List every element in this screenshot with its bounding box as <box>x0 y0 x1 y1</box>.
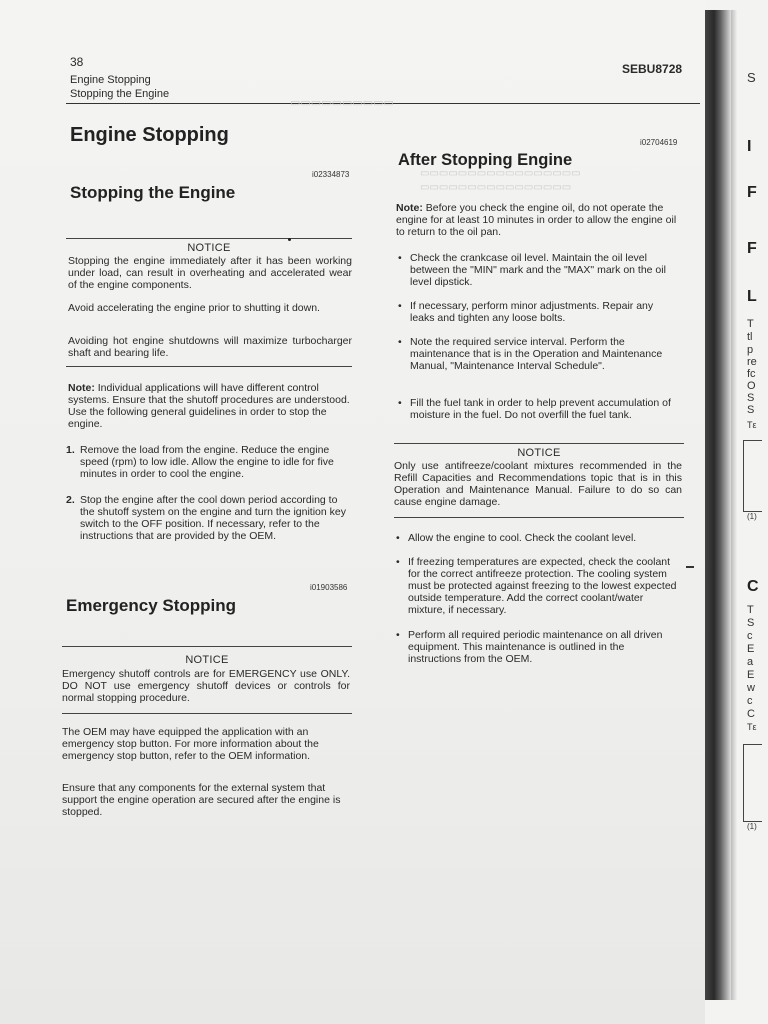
bullet-text: Allow the engine to cool. Check the coolant level. <box>408 532 637 544</box>
strip-char: C <box>747 578 759 595</box>
strip-char: fc <box>747 368 756 380</box>
running-header-section: Engine Stopping <box>70 74 151 86</box>
strip-table-edge <box>743 744 762 822</box>
reference-id: i01903586 <box>310 583 348 592</box>
note-label: Note: <box>68 382 95 394</box>
notice-top-rule <box>62 646 352 647</box>
section-title-emergency: Emergency Stopping <box>66 596 237 615</box>
strip-char: O <box>747 380 756 392</box>
strip-char: a <box>747 656 754 668</box>
strip-char: S <box>747 617 755 629</box>
strip-char: E <box>747 643 755 655</box>
step-text: Remove the load from the engine. Reduce the engine speed (rpm) to low idle. Allow the engine to idle for five minutes in order to cool the engine. <box>80 444 334 480</box>
strip-char: Tε <box>747 420 757 430</box>
step-text: Stop the engine after the cool down period according to the shutoff system on the engine and turn the ignition key switch to the OFF position. If necessary, refer to the instructions that are provided by the OEM. <box>80 494 346 542</box>
strip-char: (1) <box>747 822 757 831</box>
note-label: Note: <box>396 202 423 214</box>
notice-title: NOTICE <box>187 242 231 254</box>
strip-char: E <box>747 669 755 681</box>
strip-char: C <box>747 708 755 720</box>
bullet-item <box>396 629 680 665</box>
strip-char: c <box>747 695 753 707</box>
notice-title: NOTICE <box>185 654 229 666</box>
bullet-text: If necessary, perform minor adjustments. Repair any leaks and tighten any loose bolts. <box>410 300 654 324</box>
adjacent-page-edge <box>705 0 768 1024</box>
strip-char: w <box>747 682 755 694</box>
strip-char: F <box>747 240 757 257</box>
body-paragraph: Ensure that any components for the external system that support the engine operation are secured after the engine is stopped. <box>62 782 341 818</box>
page-number: 38 <box>70 55 84 69</box>
strip-char: c <box>747 630 753 642</box>
bullet-glyph: • <box>398 300 402 312</box>
scan-speck <box>686 566 694 568</box>
bullet-item <box>396 556 680 616</box>
strip-char: p <box>747 344 754 356</box>
body-paragraph: The OEM may have equipped the application with an emergency stop button. For more information about the emergency stop button, refer to the OEM information. <box>62 726 319 762</box>
notice-top-rule <box>66 238 352 239</box>
chapter-title: Engine Stopping <box>70 124 229 146</box>
note-text: Before you check the engine oil, do not operate the engine for at least 10 minutes in order to allow the engine oil to return to the oil pan. <box>396 202 677 238</box>
section-title-after-stopping: After Stopping Engine <box>398 151 573 169</box>
bullet-text: Check the crankcase oil level. Maintain the oil level between the "MIN" mark and the "MAX" mark on the oil level dipstick. <box>410 252 666 288</box>
bullet-item <box>398 397 680 421</box>
strip-char: re <box>747 356 757 368</box>
note-paragraph <box>396 202 682 238</box>
strip-char: I <box>747 138 752 155</box>
bullet-text: Perform all required periodic maintenance on all driven equipment. This maintenance is outlined in the instructions from the OEM. <box>408 629 663 665</box>
bullet-item <box>398 336 680 372</box>
binding-shadow <box>705 10 731 1000</box>
strip-char: T <box>747 604 754 616</box>
bullet-glyph: • <box>398 336 402 348</box>
strip-char: S <box>747 70 756 85</box>
document-id: SEBU8728 <box>622 62 683 76</box>
bleed-through-text: ▭▭▭▭▭▭▭▭▭▭▭▭▭▭▭▭ <box>420 182 572 193</box>
reference-id: i02704619 <box>640 138 678 147</box>
strip-char: L <box>747 288 757 305</box>
bullet-glyph: • <box>398 397 402 409</box>
notice-bottom-rule <box>394 517 684 518</box>
notice-paragraph: Avoiding hot engine shutdowns will maximize turbocharger shaft and bearing life. <box>68 335 352 359</box>
scan-speck <box>288 238 291 241</box>
bullet-glyph: • <box>398 252 402 264</box>
notice-paragraph: Stopping the engine immediately after it has been working under load, can result in overheating and accelerated wear of the engine components. <box>68 255 352 291</box>
bullet-text: Note the required service interval. Perform the maintenance that is in the Operation and Maintenance Manual, "Maintenance Interval Schedule". <box>410 336 663 372</box>
step-item <box>66 494 350 542</box>
running-header-topic: Stopping the Engine <box>70 88 170 100</box>
bullet-text: If freezing temperatures are expected, check the coolant for the correct antifreeze protection. The cooling system must be protected against freezing to the lowest expected outside temperature. Add the correct coolant/water mixture, if necessary. <box>408 556 677 616</box>
bullet-item <box>398 300 680 324</box>
note-text: Individual applications will have different control systems. Ensure that the shutoff procedures are understood. Use the following general guidelines in order to stop the engine. <box>68 382 350 430</box>
strip-char: F <box>747 184 757 201</box>
bleed-through-text: ▭▭▭▭▭▭▭▭▭▭ <box>290 97 394 109</box>
notice-title: NOTICE <box>517 447 561 459</box>
note-paragraph <box>68 382 350 430</box>
strip-char: Tε <box>747 722 757 732</box>
strip-char: T <box>747 318 754 330</box>
strip-table-edge <box>743 440 762 512</box>
step-item <box>66 444 350 480</box>
strip-char: S <box>747 404 755 416</box>
bullet-item <box>396 532 680 544</box>
section-title-stopping: Stopping the Engine <box>70 183 236 202</box>
binding-shadow <box>731 10 737 1000</box>
strip-char: (1) <box>747 512 757 521</box>
bullet-item <box>398 252 680 288</box>
notice-paragraph: Only use antifreeze/coolant mixtures recommended in the Refill Capacities and Recommendations topic that is in this Operation and Maintenance Manual. Failure to do so can cause engine damage. <box>394 460 682 508</box>
notice-top-rule <box>394 443 684 444</box>
strip-char: S <box>747 392 755 404</box>
bullet-text: Fill the fuel tank in order to help prevent accumulation of moisture in the fuel. Do not overfill the fuel tank. <box>410 397 671 421</box>
bullet-glyph: • <box>396 629 400 641</box>
bleed-through-text: ▭▭▭▭▭▭▭▭▭▭▭▭▭▭▭▭▭ <box>420 168 581 179</box>
notice-paragraph: Avoid accelerating the engine prior to shutting it down. <box>68 302 320 314</box>
step-number: 1. <box>66 444 75 456</box>
strip-char: tl <box>747 331 753 343</box>
bullet-glyph: • <box>396 556 400 568</box>
step-number: 2. <box>66 494 75 506</box>
notice-paragraph: Emergency shutoff controls are for EMERGENCY use ONLY. DO NOT use emergency shutoff devices or controls for normal stopping procedure. <box>62 668 350 704</box>
notice-bottom-rule <box>66 366 352 367</box>
reference-id: i02334873 <box>312 170 350 179</box>
bullet-glyph: • <box>396 532 400 544</box>
notice-bottom-rule <box>62 713 352 714</box>
